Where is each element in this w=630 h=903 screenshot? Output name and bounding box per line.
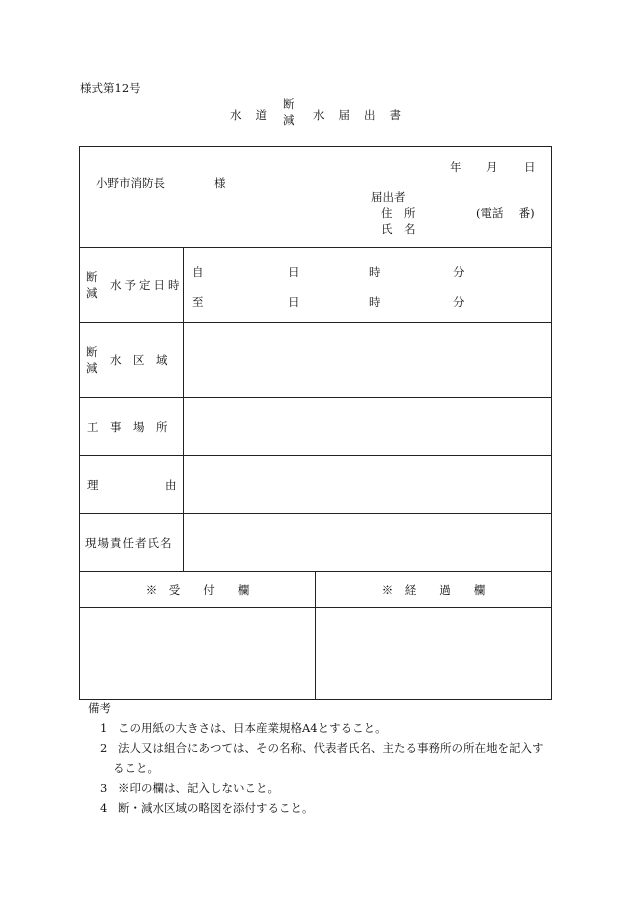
area-value-cell[interactable] xyxy=(184,323,552,398)
from-day-label: 日 xyxy=(288,265,300,279)
site-value-cell[interactable] xyxy=(184,398,552,456)
reason-label-left: 理 xyxy=(87,478,99,492)
manager-label-cell xyxy=(80,514,184,572)
name-label: 氏 名 xyxy=(381,222,416,236)
honorific: 様 xyxy=(214,176,226,190)
note-item: 2 法人又は組合にあつては、その名称、代表者氏名、主たる事務所の所在地を記入す xyxy=(100,741,544,755)
reception-header: ※ 受 付 欄 xyxy=(80,572,316,608)
document-title xyxy=(0,96,630,128)
reason-value-cell[interactable] xyxy=(184,456,552,514)
title-part2: 水届出書 xyxy=(313,108,415,122)
to-minute-label: 分 xyxy=(453,295,465,309)
area-gen: 減 xyxy=(86,361,98,375)
site-label-cell xyxy=(80,398,184,456)
office-header-row xyxy=(80,572,552,608)
note-item: 3 ※印の欄は、記入しないこと。 xyxy=(100,781,279,795)
schedule-dan: 断 xyxy=(86,270,98,284)
notifier-label: 届出者 xyxy=(371,190,406,204)
schedule-dan-gen xyxy=(86,269,98,301)
title-dan: 断 xyxy=(283,97,295,111)
header-cell[interactable] xyxy=(80,147,552,248)
to-hour-label: 時 xyxy=(369,295,381,309)
reason-row xyxy=(80,456,552,514)
progress-header: ※ 経 過 欄 xyxy=(316,572,552,608)
notes-heading: 備考 xyxy=(88,701,111,715)
form-number: 様式第12号 xyxy=(80,81,141,95)
area-row xyxy=(80,323,552,398)
to-label: 至 xyxy=(192,295,204,309)
date-day-label: 日 xyxy=(524,160,536,174)
note-item-continuation: ること。 xyxy=(113,761,159,775)
note-item: 4 断・減水区域の略図を添付すること。 xyxy=(100,801,314,815)
addressee: 小野市消防長 xyxy=(96,176,165,190)
area-dan: 断 xyxy=(86,345,98,359)
notification-form-table xyxy=(79,146,552,700)
reason-label-right: 由 xyxy=(165,478,177,492)
schedule-row xyxy=(80,248,552,323)
schedule-value-cell[interactable] xyxy=(184,248,552,323)
site-row xyxy=(80,398,552,456)
from-hour-label: 時 xyxy=(369,265,381,279)
site-label: 工 事 場 所 xyxy=(87,420,168,434)
manager-row xyxy=(80,514,552,572)
reception-cell[interactable] xyxy=(80,608,316,700)
area-dan-gen xyxy=(86,344,98,376)
schedule-label-cell xyxy=(80,248,184,323)
schedule-gen: 減 xyxy=(86,286,98,300)
to-day-label: 日 xyxy=(288,295,300,309)
title-gen: 減 xyxy=(283,113,295,127)
manager-value-cell[interactable] xyxy=(184,514,552,572)
note-item: 1 この用紙の大きさは、日本産業規格A4とすること。 xyxy=(100,721,387,735)
title-part1: 水道 xyxy=(230,108,281,122)
office-body-row xyxy=(80,608,552,700)
notes-section xyxy=(88,698,544,818)
progress-cell[interactable] xyxy=(316,608,552,700)
date-year-label: 年 xyxy=(450,160,462,174)
manager-label: 現場責任者氏名 xyxy=(85,536,173,550)
header-row xyxy=(80,147,552,248)
from-label: 自 xyxy=(192,265,204,279)
phone-label: (電話 番) xyxy=(476,206,535,220)
from-minute-label: 分 xyxy=(453,265,465,279)
schedule-label: 水予定日時 xyxy=(110,278,183,292)
reason-label-cell xyxy=(80,456,184,514)
area-label-cell xyxy=(80,323,184,398)
address-label: 住 所 xyxy=(381,206,416,220)
area-label: 水 区 域 xyxy=(110,353,168,367)
date-month-label: 月 xyxy=(486,160,498,174)
